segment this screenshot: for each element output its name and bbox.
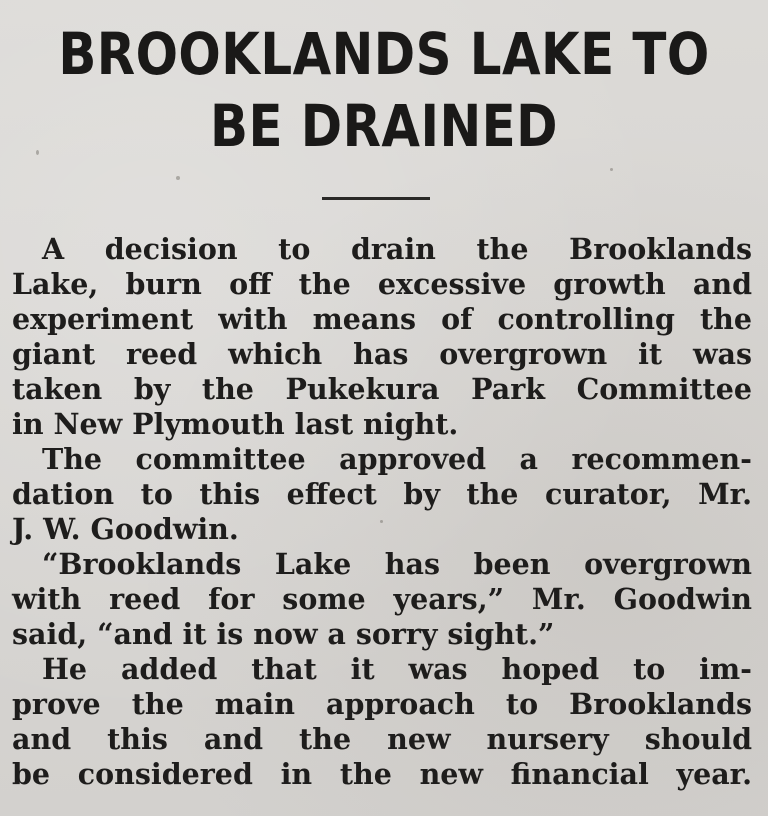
headline-divider bbox=[322, 197, 430, 200]
paper-speck bbox=[36, 150, 39, 155]
article-line: giant reed which has overgrown it was bbox=[12, 337, 752, 371]
paper-speck bbox=[380, 520, 383, 523]
headline-line-1: BROOKLANDS LAKE TO bbox=[58, 20, 710, 88]
paper-speck bbox=[610, 168, 613, 171]
article-line: and this and the new nursery should bbox=[12, 722, 752, 756]
article-line: be considered in the new financial year. bbox=[12, 757, 752, 791]
headline bbox=[54, 18, 714, 162]
article-body bbox=[12, 232, 752, 792]
article-line: taken by the Pukekura Park Committee bbox=[12, 372, 752, 406]
headline-line-2: BE DRAINED bbox=[210, 92, 558, 160]
article-line: experiment with means of controlling the bbox=[12, 302, 752, 336]
article-line: J. W. Goodwin. bbox=[12, 512, 239, 546]
article-line: A decision to drain the Brooklands bbox=[42, 232, 752, 266]
article-line: with reed for some years,” Mr. Goodwin bbox=[12, 582, 752, 616]
article-line: Lake, burn off the excessive growth and bbox=[12, 267, 752, 301]
article-line: said, “and it is now a sorry sight.” bbox=[12, 617, 555, 651]
article-line: The committee approved a recommen- bbox=[42, 442, 752, 476]
paper-speck bbox=[176, 176, 180, 180]
article-line: prove the main approach to Brooklands bbox=[12, 687, 752, 721]
article-line: in New Plymouth last night. bbox=[12, 407, 459, 441]
article-line: “Brooklands Lake has been overgrown bbox=[42, 547, 752, 581]
article-line: dation to this effect by the curator, Mr. bbox=[12, 477, 752, 511]
article-line: He added that it was hoped to im- bbox=[42, 652, 752, 686]
